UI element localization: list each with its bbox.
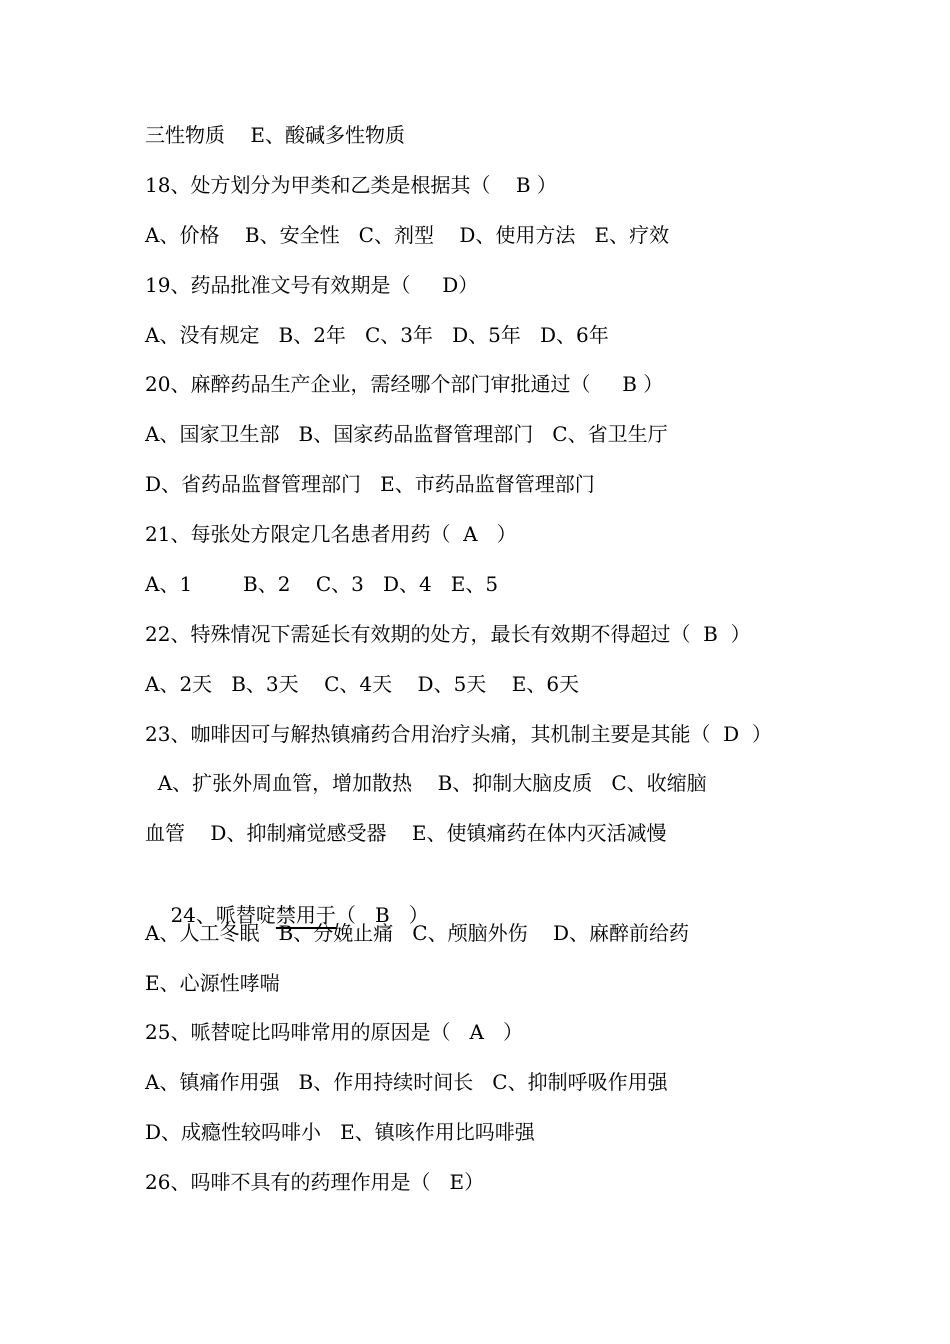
question-21-options: A、1 B、2 C、3 D、4 E、5 xyxy=(145,572,499,596)
question-19-options: A、没有规定 B、2年 C、3年 D、5年 D、6年 xyxy=(145,323,609,347)
question-20: 20、麻醉药品生产企业，需经哪个部门审批通过（ B ） xyxy=(145,372,664,396)
question-25-options-2: D、成瘾性较吗啡小 E、镇咳作用比吗啡强 xyxy=(145,1120,535,1144)
question-19: 19、药品批准文号有效期是（ D） xyxy=(145,273,479,297)
question-24-prefix: 24、哌替啶 xyxy=(170,903,276,927)
question-23-options-2: 血管 D、抑制痛觉感受器 E、使镇痛药在体内灭活减慢 xyxy=(145,821,667,845)
question-18: 18、处方划分为甲类和乙类是根据其（ B ） xyxy=(145,173,557,197)
question-18-options: A、价格 B、安全性 C、剂型 D、使用方法 E、疗效 xyxy=(145,223,670,247)
question-21: 21、每张处方限定几名患者用药（ A ） xyxy=(145,522,517,546)
question-24-suffix: （ B ） xyxy=(335,903,429,927)
question-25: 25、哌替啶比吗啡常用的原因是（ A ） xyxy=(145,1020,524,1044)
question-24-options-1: A、人工冬眠 B、分娩止痛 C、颅脑外伤 D、麻醉前给药 xyxy=(145,921,690,945)
question-22: 22、特殊情况下需延长有效期的处方，最长有效期不得超过（ B ） xyxy=(145,622,751,646)
question-23-options-1: A、扩张外周血管，增加散热 B、抑制大脑皮质 C、收缩脑 xyxy=(145,771,707,795)
question-22-options: A、2天 B、3天 C、4天 D、5天 E、6天 xyxy=(145,672,580,696)
question-26: 26、吗啡不具有的药理作用是（ E） xyxy=(145,1170,485,1194)
question-24 xyxy=(145,867,825,927)
question-20-options-2: D、省药品监督管理部门 E、市药品监督管理部门 xyxy=(145,472,595,496)
question-20-options-1: A、国家卫生部 B、国家药品监督管理部门 C、省卫生厅 xyxy=(145,422,668,446)
question-23: 23、咖啡因可与解热镇痛药合用治疗头痛，其机制主要是其能（ D ） xyxy=(145,722,772,746)
question-24-underlined: 禁用于 xyxy=(275,903,336,927)
text-line-1: 三性物质 E、酸碱多性物质 xyxy=(145,123,406,147)
question-24-options-2: E、心源性哮喘 xyxy=(145,971,280,995)
question-25-options-1: A、镇痛作用强 B、作用持续时间长 C、抑制呼吸作用强 xyxy=(145,1070,668,1094)
